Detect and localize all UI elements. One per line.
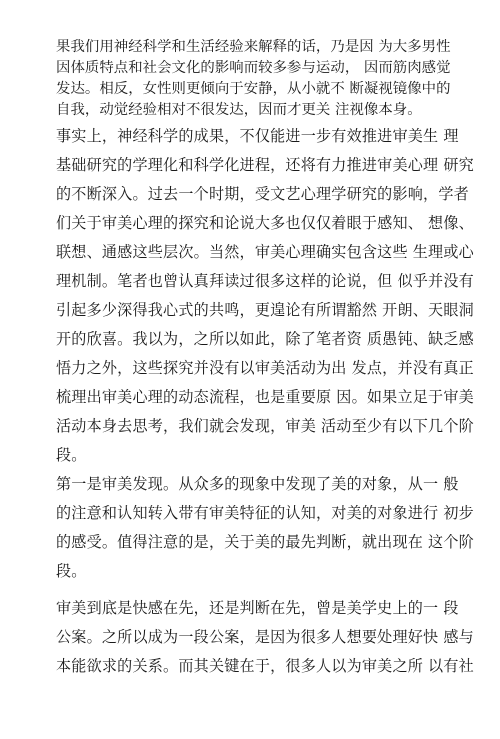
text-line: 的不断深入。过去一个时期，受文艺心理学研究的影响，学者: [56, 185, 469, 203]
text-line: 悟力之外，这些探究并没有以审美活动为出 发点，并没有真正: [56, 359, 474, 377]
text-line: 发达。相反，女性则更倾向于安静，从小就不 断凝视镜像中的: [56, 81, 451, 97]
text-line: 因体质特点和社会文化的影响而较多参与运动， 因而筋肉感觉: [56, 60, 451, 76]
text-line: 事实上，神经科学的成果，不仅能进一步有效推进审美生 理: [56, 127, 459, 145]
text-line: 段。: [56, 446, 87, 464]
text-line: 联想、通感这些层次。当然，审美心理确实包含这些 生理或心: [56, 243, 474, 261]
text-line: 基础研究的学理化和科学化进程，还将有力推进审美心理 研究: [56, 156, 474, 174]
text-line: 段。: [56, 562, 87, 580]
text-line: 们关于审美心理的探究和论说大多也仅仅着眼于感知、 想像、: [56, 214, 474, 232]
text-line: 果我们用神经科学和生活经验来解释的话，乃是因 为大多男性: [56, 39, 451, 55]
text-line: 审美到底是快感在先，还是判断在先，曾是美学史上的一 段: [56, 599, 459, 617]
text-line: 引起多少深得我心式的共鸣，更遑论有所谓豁然 开朗、天眼洞: [56, 301, 474, 319]
text-line: 活动本身去思考，我们就会发现，审美 活动至少有以下几个阶: [56, 417, 474, 435]
text-line: 公案。之所以成为一段公案，是因为很多人想要处理好快 感与: [56, 628, 474, 646]
text-line: 自我，动觉经验相对不很发达，因而才更关 注视像本身。: [56, 102, 422, 118]
text-line: 本能欲求的关系。而其关键在于，很多人以为审美之所 以有社: [56, 657, 474, 675]
text-line: 理机制。笔者也曾认真拜读过很多这样的论说，但 似乎并没有: [56, 272, 474, 290]
text-line: 开的欣喜。我以为，之所以如此，除了笔者资 质愚钝、缺乏感: [56, 330, 474, 348]
text-line: 梳理出审美心理的动态流程，也是重要原 因。如果立足于审美: [56, 388, 474, 406]
text-line: 的感受。值得注意的是，关于美的最先判断，就出现在 这个阶: [56, 533, 474, 551]
text-line: 的注意和认知转入带有审美特征的认知，对美的对象进行 初步: [56, 504, 474, 522]
text-line: 第一是审美发现。从众多的现象中发现了美的对象，从一 般: [56, 475, 459, 493]
